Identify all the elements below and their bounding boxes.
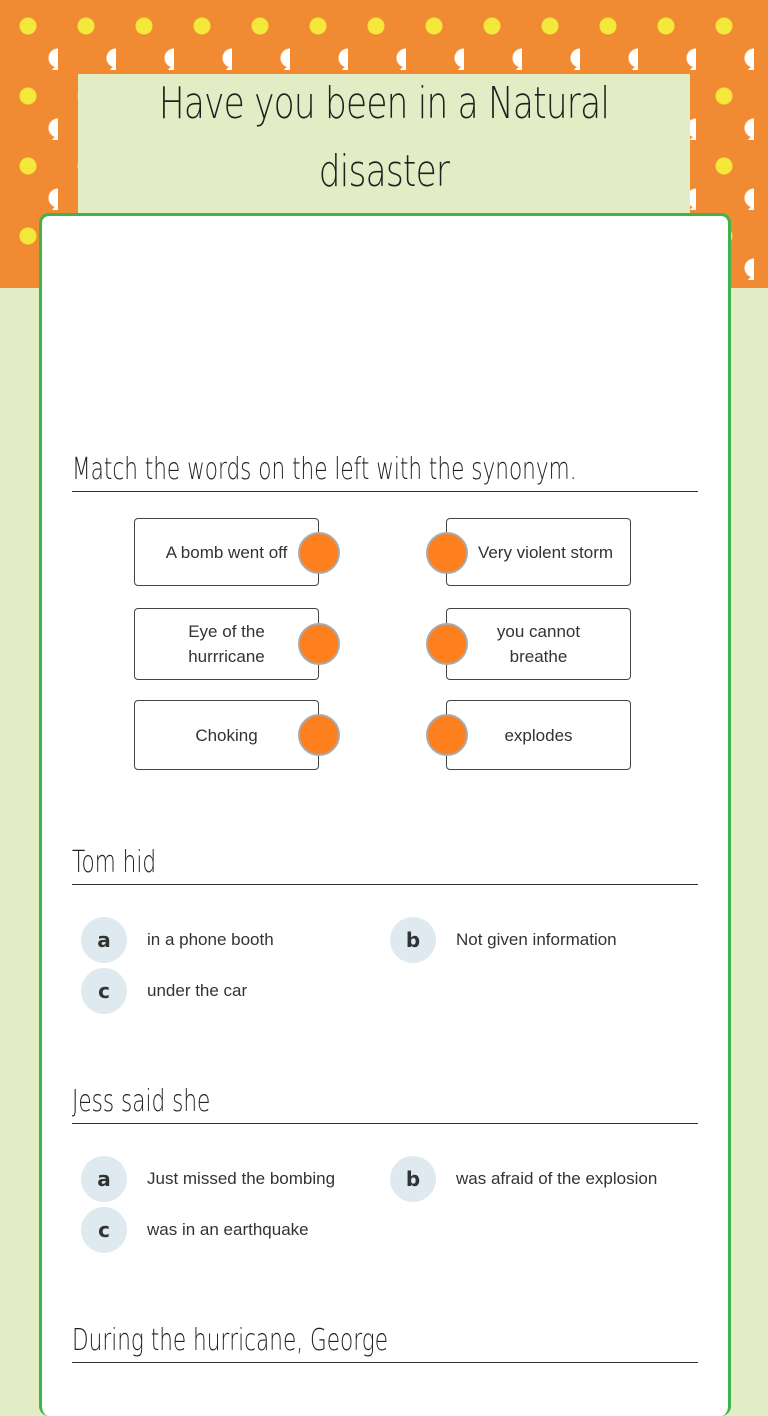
question-2-title: Tom hid — [72, 845, 698, 885]
match-left-2-connector[interactable] — [298, 623, 340, 665]
match-left-1[interactable]: A bomb went off — [134, 518, 319, 586]
option-letter-c: c — [81, 968, 127, 1014]
match-right-2-connector[interactable] — [426, 623, 468, 665]
question-3-title: Jess said she — [72, 1084, 698, 1124]
option-letter-a: a — [81, 1156, 127, 1202]
option-text: Just missed the bombing — [147, 1169, 336, 1188]
match-left-2[interactable]: Eye of the hurrricane — [134, 608, 319, 680]
question-4-title: During the hurricane, George — [72, 1323, 698, 1363]
q2-option-c[interactable] — [81, 968, 247, 1014]
match-right-1-connector[interactable] — [426, 532, 468, 574]
q3-option-b[interactable] — [390, 1156, 657, 1202]
q2-option-a[interactable] — [81, 917, 274, 963]
option-letter-b: b — [390, 917, 436, 963]
match-right-2[interactable]: you cannot breathe — [446, 608, 631, 680]
match-right-1[interactable]: Very violent storm — [446, 518, 631, 586]
option-letter-b: b — [390, 1156, 436, 1202]
match-right-3-connector[interactable] — [426, 714, 468, 756]
option-text: was in an earthquake — [147, 1220, 309, 1239]
option-text: was afraid of the explosion — [456, 1169, 658, 1188]
match-right-3[interactable]: explodes — [446, 700, 631, 770]
title-line-1: Have you been in a Natural — [158, 78, 610, 129]
title-line-2: disaster — [318, 146, 450, 197]
q2-option-b[interactable] — [390, 917, 617, 963]
q3-option-c[interactable] — [81, 1207, 309, 1253]
match-left-3-connector[interactable] — [298, 714, 340, 756]
match-left-3[interactable]: Choking — [134, 700, 319, 770]
option-letter-c: c — [81, 1207, 127, 1253]
match-left-1-connector[interactable] — [298, 532, 340, 574]
question-1-title: Match the words on the left with the synonym. — [72, 452, 698, 492]
option-text: under the car — [147, 981, 248, 1000]
option-text: in a phone booth — [147, 930, 274, 949]
worksheet-title — [145, 70, 622, 206]
option-text: Not given information — [456, 930, 617, 949]
q3-option-a[interactable] — [81, 1156, 335, 1202]
option-letter-a: a — [81, 917, 127, 963]
